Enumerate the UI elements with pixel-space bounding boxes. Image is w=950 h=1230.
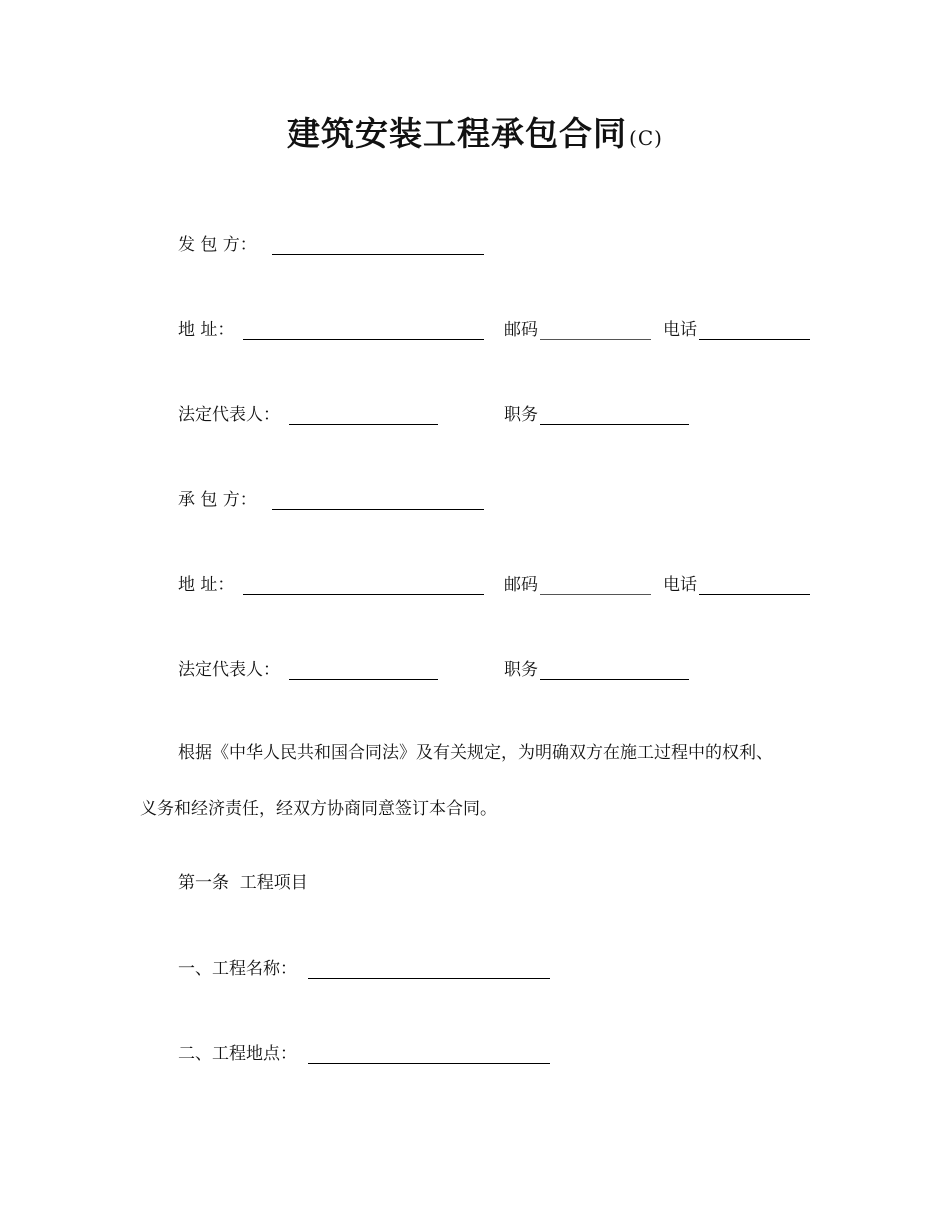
contractor-phone-blank[interactable] — [699, 594, 810, 595]
project-location-blank[interactable] — [308, 1063, 550, 1064]
contractor-position-blank[interactable] — [540, 679, 689, 680]
contractor-rep-blank[interactable] — [289, 679, 438, 680]
employer-phone-blank[interactable] — [699, 339, 810, 340]
employer-name-blank[interactable] — [272, 254, 484, 255]
employer-rep-label: 法定代表人： — [178, 405, 280, 425]
contractor-postcode-blank[interactable] — [540, 594, 651, 595]
preamble-line-2: 义务和经济责任，经双方协商同意签订本合同。 — [140, 799, 497, 819]
article-1-heading: 第一条 工程项目 — [178, 873, 308, 893]
contractor-phone-label: 电话 — [663, 575, 697, 595]
employer-address-blank[interactable] — [243, 339, 484, 340]
contractor-address-label: 地 址： — [178, 575, 235, 595]
employer-rep-blank[interactable] — [289, 424, 438, 425]
employer-postcode-blank[interactable] — [540, 339, 651, 340]
contractor-position-label: 职务 — [504, 660, 538, 680]
project-location-label: 二、工程地点： — [178, 1044, 297, 1064]
title-suffix: (C) — [629, 126, 663, 150]
employer-phone-label: 电话 — [663, 320, 697, 340]
employer-address-label: 地 址： — [178, 320, 235, 340]
contractor-address-blank[interactable] — [243, 594, 484, 595]
employer-position-label: 职务 — [504, 405, 538, 425]
preamble-line-1: 根据《中华人民共和国合同法》及有关规定，为明确双方在施工过程中的权利、 — [178, 743, 773, 763]
contractor-postcode-label: 邮码 — [504, 575, 538, 595]
project-name-blank[interactable] — [308, 978, 550, 979]
employer-position-blank[interactable] — [540, 424, 689, 425]
contractor-rep-label: 法定代表人： — [178, 660, 280, 680]
employer-postcode-label: 邮码 — [504, 320, 538, 340]
title-text: 建筑安装工程承包合同 — [287, 114, 628, 153]
contractor-name-blank[interactable] — [272, 509, 484, 510]
employer-label: 发 包 方： — [178, 235, 257, 255]
preamble-paragraph — [140, 739, 830, 823]
document-title — [0, 112, 950, 160]
project-name-label: 一、工程名称： — [178, 959, 297, 979]
contractor-label: 承 包 方： — [178, 490, 257, 510]
